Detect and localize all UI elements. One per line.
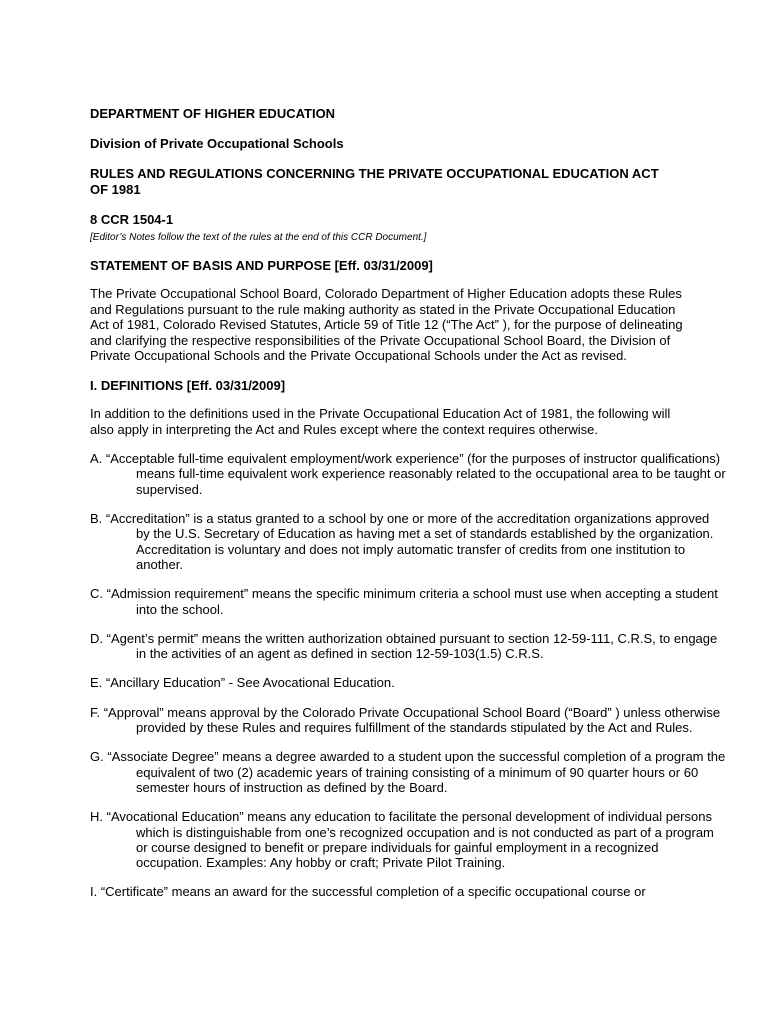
definition-item-b: B. “Accreditation” is a status granted to a school by one or more of the accreditation organizations approved by the U.S. Secretary of Education as having met a set of standards established by the organization. Accreditation is voluntary and does not imply automatic transfer of credits from one institution to another.	[90, 511, 714, 572]
definition-item-i: I. “Certificate” means an award for the successful completion of a specific occupational course or	[90, 884, 646, 900]
definitions-intro: In addition to the definitions used in the Private Occupational Education Act of 1981, the following will also apply in interpreting the Act and Rules except where the context requires otherwise.	[90, 405, 671, 437]
definition-item-d: D. “Agent’s permit” means the written authorization obtained pursuant to section 12-59-111, C.R.S, to engage in the activities of an agent as defined in section 12-59-103(1.5) C.R.S.	[90, 630, 718, 662]
department-heading: DEPARTMENT OF HIGHER EDUCATION	[90, 106, 336, 121]
definitions-heading: I. DEFINITIONS [Eff. 03/31/2009]	[90, 377, 286, 393]
division-heading: Division of Private Occupational Schools	[90, 136, 344, 151]
document-page	[90, 106, 726, 900]
definition-item-g: G. “Associate Degree” means a degree awarded to a student upon the successful completion of a program the equivalent of two (2) academic years of training consisting of a minimum of 90 quarter hours or 60 semester hours of instruction as defined by the Board.	[90, 749, 726, 795]
definition-item-c: C. “Admission requirement” means the specific minimum criteria a school must use when accepting a student into the school.	[90, 586, 718, 617]
definition-item-f: F. “Approval” means approval by the Colorado Private Occupational School Board (“Board” ) unless otherwise provided by these Rules and requires fulfillment of the standards stipulated by the Act and Rules.	[90, 704, 721, 736]
basis-paragraph: The Private Occupational School Board, Colorado Department of Higher Education adopts these Rules and Regulations pursuant to the rule making authority as stated in the Private Occupational Education Act of 1981, Colorado Revised Statutes, Article 59 of Title 12 (“The Act” ), for the purpose of delineating and clarifying the respective responsibilities of the Private Occupational School Board, the Division of Private Occupational Schools and the Private Occupational Schools under the Act as revised.	[90, 286, 683, 364]
ccr-number: 8 CCR 1504-1	[90, 212, 174, 227]
definition-item-e: E. “Ancillary Education” - See Avocational Education.	[90, 675, 395, 691]
definition-item-a: A. “Acceptable full-time equivalent employment/work experience” (for the purposes of instructor qualifications) means full-time equivalent work experience reasonably related to the occupational area to be taught or supervised.	[90, 451, 726, 497]
editors-note: [Editor’s Notes follow the text of the rules at the end of this CCR Document.]	[90, 232, 427, 243]
basis-heading: STATEMENT OF BASIS AND PURPOSE [Eff. 03/31/2009]	[90, 258, 433, 273]
definition-item-h: H. “Avocational Education” means any education to facilitate the personal development of individual persons which is distinguishable from one’s recognized occupation and is not conducted as part of a program or course designed to benefit or prepare individuals for gainful employment in a recognized occupation. Examples: Any hobby or craft; Private Pilot Training.	[90, 809, 714, 871]
rules-title: RULES AND REGULATIONS CONCERNING THE PRIVATE OCCUPATIONAL EDUCATION ACT OF 1981	[90, 166, 659, 197]
